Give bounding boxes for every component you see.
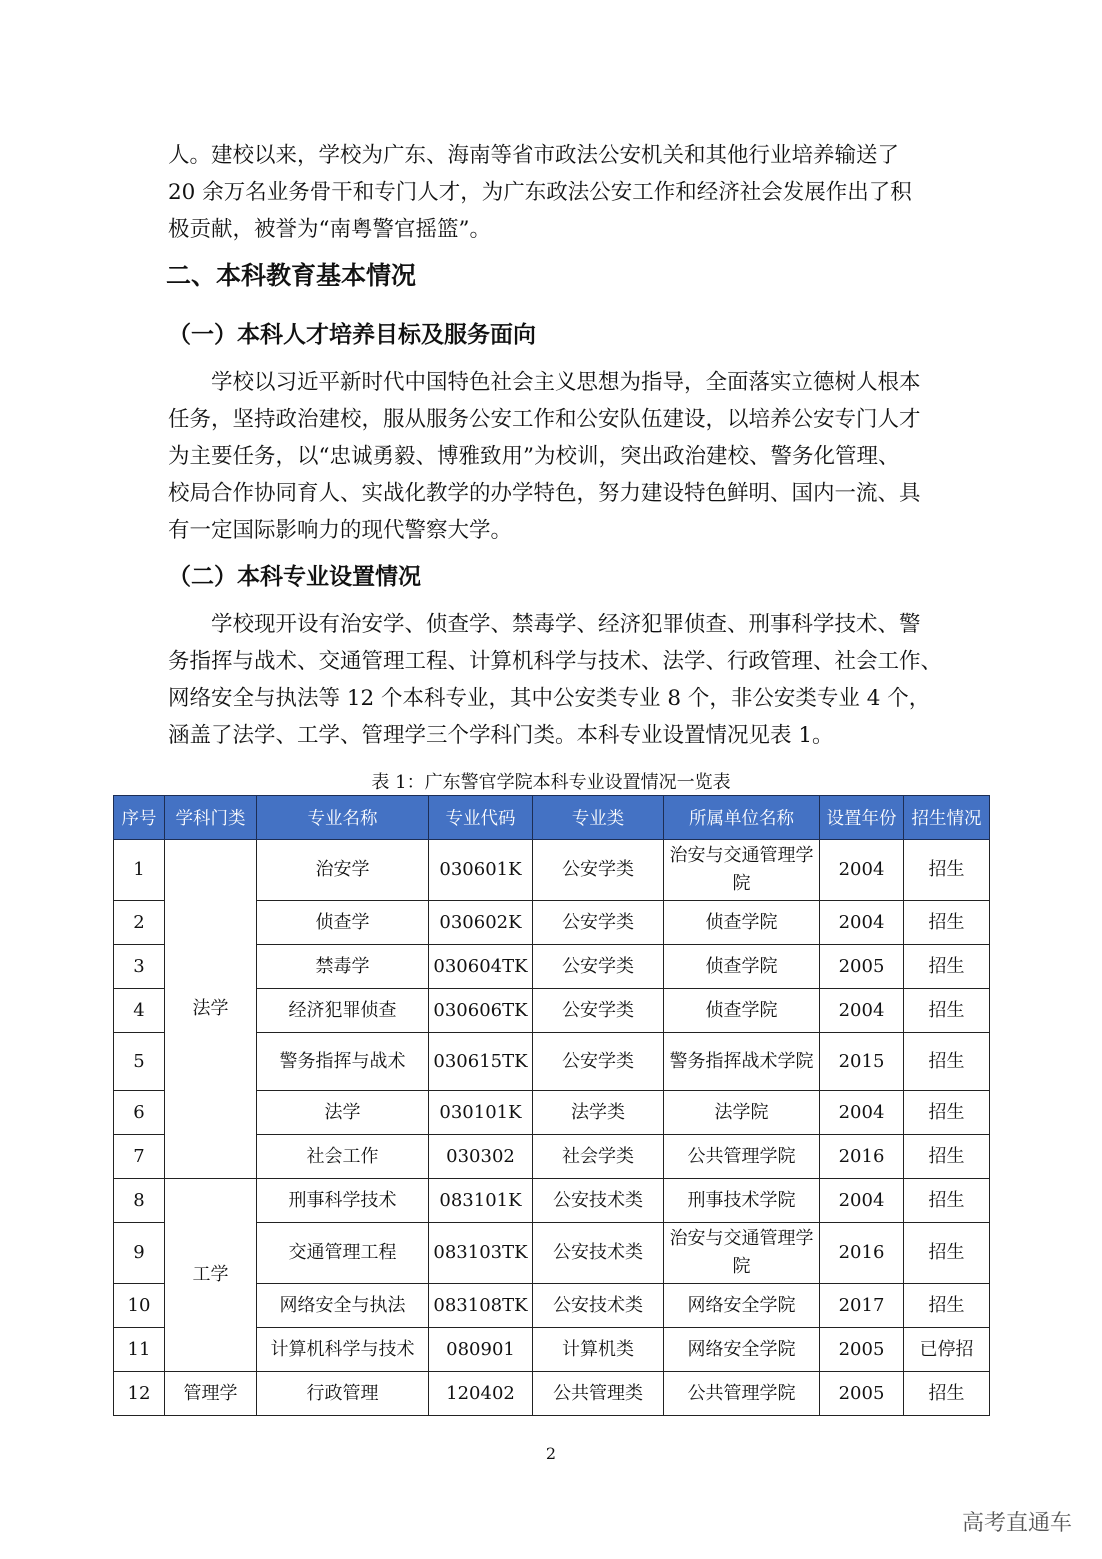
major-code-cell: 083108TK <box>429 1284 533 1328</box>
table-row <box>114 1372 990 1416</box>
discipline-cell: 工学 <box>165 1179 257 1372</box>
status-cell: 招生 <box>904 945 990 989</box>
unit-cell: 侦查学院 <box>664 901 820 945</box>
row-number-cell: 12 <box>114 1372 165 1416</box>
status-cell: 招生 <box>904 1091 990 1135</box>
major-class-cell: 公安学类 <box>533 1033 664 1091</box>
subsection-1-paragraph <box>168 364 938 549</box>
major-code-cell: 030601K <box>429 840 533 901</box>
major-code-cell: 030602K <box>429 901 533 945</box>
header-cell: 序号 <box>114 796 165 840</box>
majors-table <box>113 795 990 1416</box>
text-line: 任务，坚持政治建校，服从服务公安工作和公安队伍建设，以培养公安专门人才 <box>168 407 921 432</box>
row-number-cell: 6 <box>114 1091 165 1135</box>
unit-cell: 公共管理学院 <box>664 1372 820 1416</box>
section-heading: 二、本科教育基本情况 <box>166 261 417 290</box>
row-number-cell: 8 <box>114 1179 165 1223</box>
major-name-cell: 禁毒学 <box>257 945 429 989</box>
table-header-row <box>114 796 990 840</box>
year-cell: 2015 <box>820 1033 904 1091</box>
major-name-cell: 社会工作 <box>257 1135 429 1179</box>
unit-cell: 法学院 <box>664 1091 820 1135</box>
table-row <box>114 1179 990 1223</box>
status-cell: 招生 <box>904 1284 990 1328</box>
status-cell: 招生 <box>904 1135 990 1179</box>
row-number-cell: 7 <box>114 1135 165 1179</box>
major-name-cell: 法学 <box>257 1091 429 1135</box>
row-number-cell: 11 <box>114 1328 165 1372</box>
major-name-cell: 经济犯罪侦查 <box>257 989 429 1033</box>
page-number: 2 <box>545 1444 557 1463</box>
header-cell: 所属单位名称 <box>664 796 820 840</box>
status-cell: 招生 <box>904 901 990 945</box>
row-number-cell: 10 <box>114 1284 165 1328</box>
text-line: 校局合作协同育人、实战化教学的办学特色，努力建设特色鲜明、国内一流、具 <box>168 481 921 506</box>
row-number-cell: 9 <box>114 1223 165 1284</box>
text-line: 为主要任务，以“忠诚勇毅、博雅致用”为校训，突出政治建校、警务化管理、 <box>168 444 900 469</box>
header-cell: 招生情况 <box>904 796 990 840</box>
subsection-heading-1: （一）本科人才培养目标及服务面向 <box>168 322 536 348</box>
row-number-cell: 1 <box>114 840 165 901</box>
text-line: 学校现开设有治安学、侦查学、禁毒学、经济犯罪侦查、刑事科学技术、警 <box>211 612 921 637</box>
major-name-cell: 治安学 <box>257 840 429 901</box>
year-cell: 2017 <box>820 1284 904 1328</box>
year-cell: 2004 <box>820 840 904 901</box>
status-cell: 招生 <box>904 840 990 901</box>
header-cell: 学科门类 <box>165 796 257 840</box>
header-cell: 专业名称 <box>257 796 429 840</box>
text-line: 涵盖了法学、工学、管理学三个学科门类。本科专业设置情况见表 1。 <box>168 723 834 748</box>
year-cell: 2005 <box>820 945 904 989</box>
row-number-cell: 2 <box>114 901 165 945</box>
unit-cell: 网络安全学院 <box>664 1328 820 1372</box>
major-code-cell: 083103TK <box>429 1223 533 1284</box>
row-number-cell: 4 <box>114 989 165 1033</box>
subsection-heading-2: （二）本科专业设置情况 <box>168 564 421 590</box>
unit-cell: 刑事技术学院 <box>664 1179 820 1223</box>
discipline-cell: 管理学 <box>165 1372 257 1416</box>
status-cell: 招生 <box>904 1223 990 1284</box>
major-class-cell: 公安学类 <box>533 901 664 945</box>
row-number-cell: 3 <box>114 945 165 989</box>
major-code-cell: 030604TK <box>429 945 533 989</box>
subsection-2-paragraph <box>168 606 943 754</box>
major-code-cell: 030302 <box>429 1135 533 1179</box>
unit-cell: 侦查学院 <box>664 945 820 989</box>
major-name-cell: 警务指挥与战术 <box>257 1033 429 1091</box>
watermark: 高考直通车 <box>961 1511 1072 1536</box>
header-cell: 专业代码 <box>429 796 533 840</box>
table-row <box>114 840 990 901</box>
unit-cell: 公共管理学院 <box>664 1135 820 1179</box>
discipline-cell: 法学 <box>165 840 257 1179</box>
major-class-cell: 公安学类 <box>533 989 664 1033</box>
text-line: 务指挥与战术、交通管理工程、计算机科学与技术、法学、行政管理、社会工作、 <box>168 649 943 674</box>
major-class-cell: 公安技术类 <box>533 1284 664 1328</box>
text-line: 有一定国际影响力的现代警察大学。 <box>168 518 513 543</box>
year-cell: 2004 <box>820 989 904 1033</box>
unit-cell: 网络安全学院 <box>664 1284 820 1328</box>
major-code-cell: 030615TK <box>429 1033 533 1091</box>
text-line: 网络安全与执法等 12 个本科专业，其中公安类专业 8 个，非公安类专业 4 个， <box>168 686 931 711</box>
year-cell: 2016 <box>820 1223 904 1284</box>
text-line: 极贡献，被誉为“南粤警官摇篮”。 <box>168 217 491 242</box>
unit-cell: 治安与交通管理学院 <box>664 1223 820 1284</box>
major-class-cell: 公共管理类 <box>533 1372 664 1416</box>
year-cell: 2005 <box>820 1372 904 1416</box>
header-cell: 专业类 <box>533 796 664 840</box>
text-line: 20 余万名业务骨干和专门人才，为广东政法公安工作和经济社会发展作出了积 <box>168 180 912 205</box>
row-number-cell: 5 <box>114 1033 165 1091</box>
status-cell: 招生 <box>904 989 990 1033</box>
year-cell: 2004 <box>820 1091 904 1135</box>
major-code-cell: 120402 <box>429 1372 533 1416</box>
year-cell: 2016 <box>820 1135 904 1179</box>
major-class-cell: 法学类 <box>533 1091 664 1135</box>
major-class-cell: 公安学类 <box>533 945 664 989</box>
year-cell: 2004 <box>820 1179 904 1223</box>
major-class-cell: 公安技术类 <box>533 1223 664 1284</box>
year-cell: 2004 <box>820 901 904 945</box>
unit-cell: 治安与交通管理学院 <box>664 840 820 901</box>
status-cell: 已停招 <box>904 1328 990 1372</box>
major-code-cell: 080901 <box>429 1328 533 1372</box>
text-line: 学校以习近平新时代中国特色社会主义思想为指导，全面落实立德树人根本 <box>211 370 921 395</box>
major-code-cell: 083101K <box>429 1179 533 1223</box>
intro-paragraph <box>168 137 938 248</box>
major-code-cell: 030101K <box>429 1091 533 1135</box>
major-name-cell: 网络安全与执法 <box>257 1284 429 1328</box>
major-name-cell: 行政管理 <box>257 1372 429 1416</box>
major-class-cell: 公安学类 <box>533 840 664 901</box>
unit-cell: 警务指挥战术学院 <box>664 1033 820 1091</box>
major-name-cell: 侦查学 <box>257 901 429 945</box>
header-cell: 设置年份 <box>820 796 904 840</box>
major-class-cell: 公安技术类 <box>533 1179 664 1223</box>
unit-cell: 侦查学院 <box>664 989 820 1033</box>
status-cell: 招生 <box>904 1033 990 1091</box>
major-class-cell: 计算机类 <box>533 1328 664 1372</box>
major-name-cell: 刑事科学技术 <box>257 1179 429 1223</box>
text-line: 人。建校以来，学校为广东、海南等省市政法公安机关和其他行业培养输送了 <box>168 143 900 168</box>
year-cell: 2005 <box>820 1328 904 1372</box>
major-class-cell: 社会学类 <box>533 1135 664 1179</box>
status-cell: 招生 <box>904 1179 990 1223</box>
major-name-cell: 计算机科学与技术 <box>257 1328 429 1372</box>
major-code-cell: 030606TK <box>429 989 533 1033</box>
table-body <box>114 840 990 1416</box>
table-caption: 表 1：广东警官学院本科专业设置情况一览表 <box>371 772 731 793</box>
major-name-cell: 交通管理工程 <box>257 1223 429 1284</box>
status-cell: 招生 <box>904 1372 990 1416</box>
